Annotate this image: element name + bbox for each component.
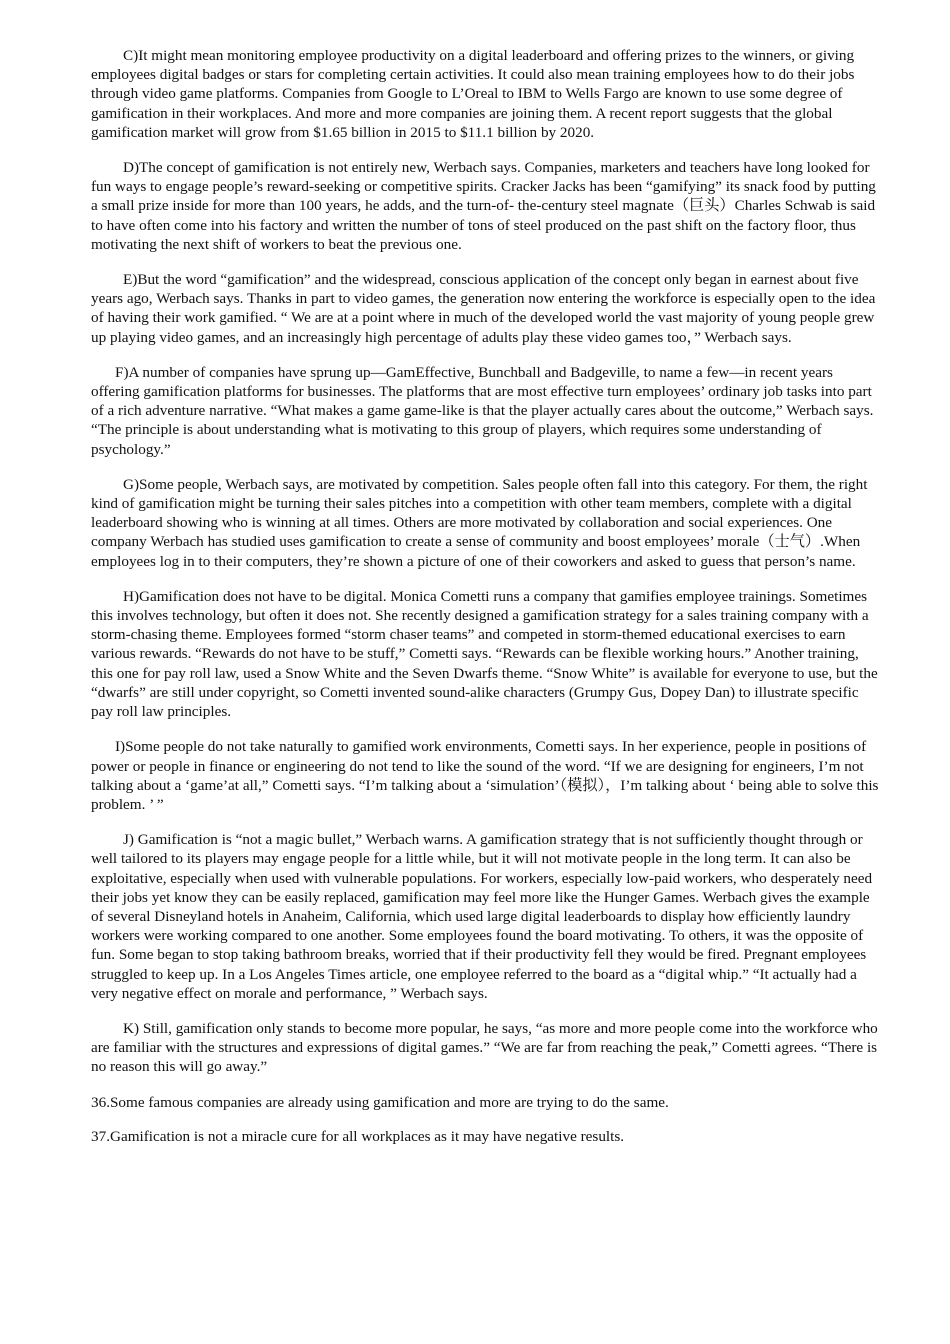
paragraph-g: G)Some people, Werbach says, are motivated by competition. Sales people often fall into this category. For them, the right kind of gamification might be turning their sales pitches into a competition with other team members, complete with a digital leaderboard showing who is winning at all times. Others are more motivated by collaboration and social experiences. One company Werbach has studied uses gamification to create a sense of community and boost employees’ morale（士气）.When employees log in to their computers, they’re shown a picture of one of their coworkers and asked to guess that person’s name. <box>91 475 868 570</box>
question-36: 36.Some famous companies are already using gamification and more are trying to do the same. <box>91 1093 669 1111</box>
paragraph-f: F)A number of companies have sprung up—GamEffective, Bunchball and Badgeville, to name a few—in recent years offering gamification platforms for businesses. The platforms that are most effective turn employees’ ordinary job tasks into part of a rich adventure narrative. “What makes a game game-like is that the player actually cares about the outcome,” Werbach says. “The principle is about understanding what is motivating to this group of players, which requires some understanding of psychology.” <box>91 363 874 458</box>
paragraph-c: C)It might mean monitoring employee productivity on a digital leaderboard and offering prizes to the winners, or giving employees digital badges or stars for completing certain activities. It could also mean training employees how to do their jobs through video game platforms. Companies from Google to L’Oreal to IBM to Wells Fargo are known to use some degree of gamification in their workplaces. And more and more companies are joining them. A recent report suggests that the global gamification market will grow from $1.65 billion in 2015 to $11.1 billion by 2020. <box>91 47 855 141</box>
paragraph-e: E)But the word “gamification” and the widespread, conscious application of the concept only began in earnest about five years ago, Werbach says. Thanks in part to video games, the generation now entering the workforce is especially open to the idea of having their work gamified. “ We are at a point where in much of the developed world the vast majority of young people grew up playing video games, and an increasingly high percentage of adults play these video games too，” Werbach says. <box>91 271 876 346</box>
paragraph-k: K) Still, gamification only stands to become more popular, he says, “as more and more people come into the workforce who are familiar with the structures and expressions of digital games.” “We are far from reaching the peak,” Cometti agrees. “There is no reason this will go away.” <box>91 1019 878 1076</box>
paragraph-h: H)Gamification does not have to be digital. Monica Cometti runs a company that gamifies employee trainings. Sometimes this involves technology, but often it does not. She recently designed a gamification strategy for a sales training company with a storm-chasing theme. Employees formed “storm chaser teams” and competed in storm-themed educational exercises to earn various rewards. “Rewards do not have to be stuff,” Cometti says. “Rewards can be flexible working hours.” Another training, this one for pay roll law, used a Snow White and the Seven Dwarfs theme. “Snow White” is available for everyone to use, but the “dwarfs” are still under copyright, so Cometti invented sound-alike characters (Grumpy Gus, Dopey Dan) to illustrate specific pay roll law principles. <box>91 587 878 721</box>
document-page <box>91 46 883 1161</box>
question-37: 37.Gamification is not a miracle cure for all workplaces as it may have negative results. <box>91 1127 625 1145</box>
paragraph-d: D)The concept of gamification is not entirely new, Werbach says. Companies, marketers and teachers have long looked for fun ways to engage people’s reward-seeking or competitive spirits. Cracker Jacks has been “gamifying” its snack food by putting a small prize inside for more than 100 years, he adds, and the turn-of- the-century steel magnate（巨头）Charles Schwab is said to have often come into his factory and written the number of tons of steel produced on the past shift on the factory floor, thus motivating the next shift of workers to beat the previous one. <box>91 159 876 253</box>
paragraph-i: I)Some people do not take naturally to gamified work environments, Cometti says. In her experience, people in positions of power or people in finance or engineering do not tend to like the sound of the word. “If we are designing for engineers, I’m not talking about a ‘game’at all,” Cometti says. “I’m talking about a ‘simulation’（模拟），I’m talking about ‘ being able to solve this problem. ’ ” <box>91 738 879 813</box>
paragraph-j: J) Gamification is “not a magic bullet,” Werbach warns. A gamification strategy that is not sufficiently thought through or well tailored to its players may engage people for a little while, but it will not motivate people in the long term. It can also be exploitative, especially when used with vulnerable populations. For workers, especially low-paid workers, who desperately need their jobs yet know they can be easily replaced, gamification may feel more like the Hunger Games. Werbach gives the example of several Disneyland hotels in Anaheim, California, which used large digital leaderboards to display how efficiently laundry workers were working compared to one another. Some employees found the board motivating. To others, it was the opposite of fun. Some began to stop taking bathroom breaks, worried that if their productivity fell they would be fired. Pregnant employees struggled to keep up. In a Los Angeles Times article, one employee referred to the board as a “digital whip.” “It actually had a very negative effect on morale and performance, ” Werbach says. <box>91 831 873 1002</box>
